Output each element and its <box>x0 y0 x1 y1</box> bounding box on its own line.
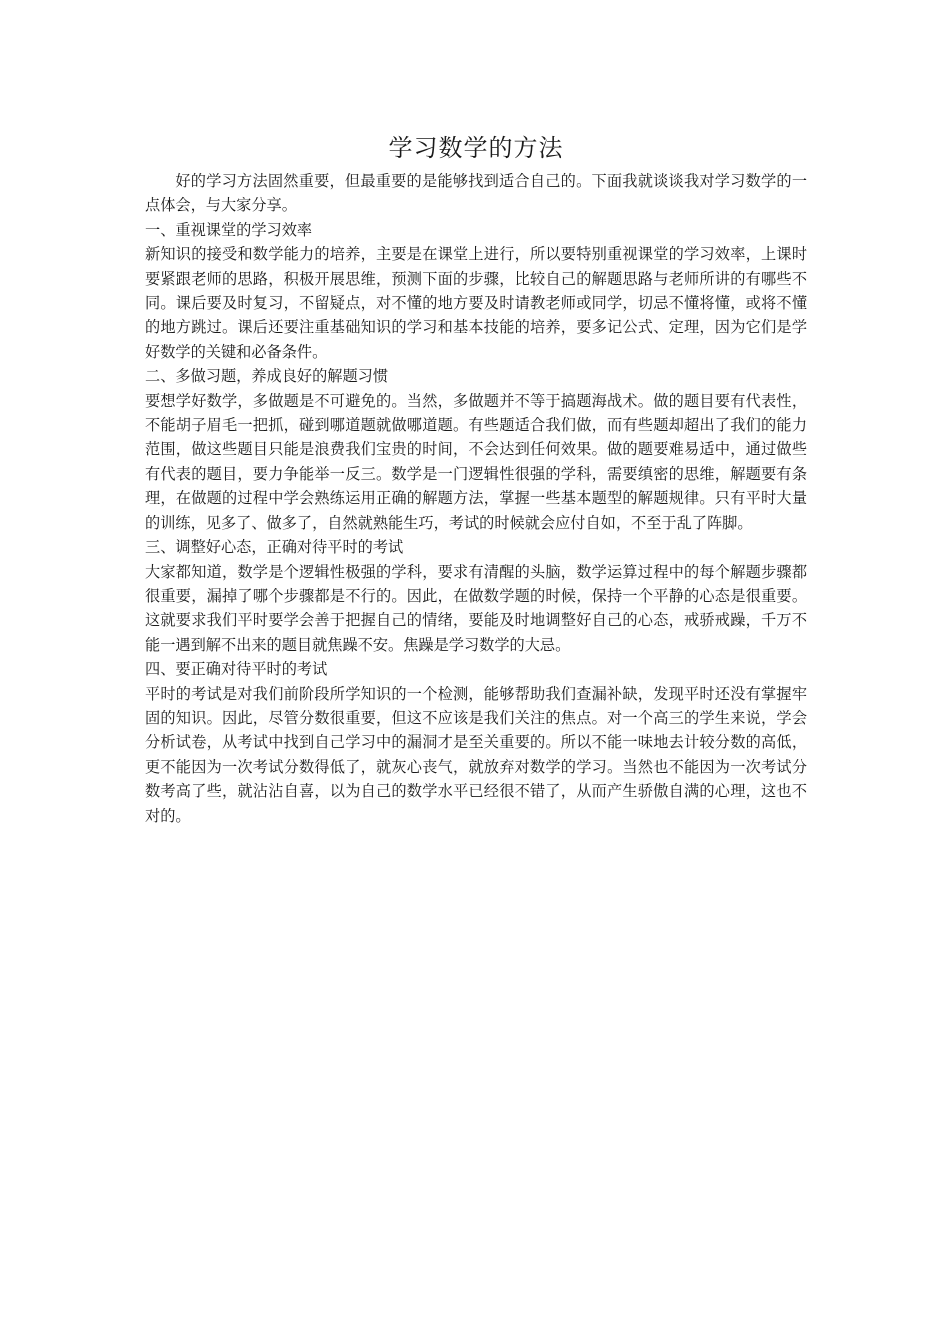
section-body: 平时的考试是对我们前阶段所学知识的一个检测，能够帮助我们查漏补缺，发现平时还没有掌握牢固的知识。因此，尽管分数很重要，但这不应该是我们关注的焦点。对一个高三的学生来说，学会分析试卷，从考试中找到自己学习中的漏洞才是至关重要的。所以不能一味地去计较分数的高低，更不能因为一次考试分数得低了，就灰心丧气，就放弃对数学的学习。当然也不能因为一次考试分数考高了些，就沾沾自喜，以为自己的数学水平已经很不错了，从而产生骄傲自满的心理，这也不对的。 <box>145 684 807 825</box>
intro-paragraph: 好的学习方法固然重要，但最重要的是能够找到适合自己的。下面我就谈谈我对学习数学的一点体会，与大家分享。 <box>145 172 807 215</box>
page-title: 学习数学的方法 <box>388 134 564 162</box>
section-body: 新知识的接受和数学能力的培养，主要是在课堂上进行，所以要特别重视课堂的学习效率，上课时要紧跟老师的思路，积极开展思维，预测下面的步骤，比较自己的解题思路与老师所讲的有哪些不同。课后要及时复习，不留疑点，对不懂的地方要及时请教老师或同学，切忌不懂将懂，或将不懂的地方跳过。课后还要注重基础知识的学习和基本技能的培养，要多记公式、定理，因为它们是学好数学的关键和必备条件。 <box>145 245 807 361</box>
document-page <box>145 128 807 828</box>
section-2 <box>145 364 807 535</box>
section-body: 大家都知道，数学是个逻辑性极强的学科，要求有清醒的头脑，数学运算过程中的每个解题步骤都很重要，漏掉了哪个步骤都是不行的。因此，在做数学题的时候，保持一个平静的心态是很重要。这就要求我们平时要学会善于把握自己的情绪，要能及时地调整好自己的心态，戒骄戒躁，千万不能一遇到解不出来的题目就焦躁不安。焦躁是学习数学的大忌。 <box>145 562 807 654</box>
section-1 <box>145 218 807 364</box>
section-heading: 一、重视课堂的学习效率 <box>145 220 313 239</box>
section-body: 要想学好数学，多做题是不可避免的。当然，多做题并不等于搞题海战术。做的题目要有代表性，不能胡子眉毛一把抓，碰到哪道题就做哪道题。有些题适合我们做，而有些题却超出了我们的能力范围，做这些题目只能是浪费我们宝贵的时间，不会达到任何效果。做的题要难易适中，通过做些有代表的题目，要力争能举一反三。数学是一门逻辑性很强的学科，需要缜密的思维，解题要有条理，在做题的过程中学会熟练运用正确的解题方法，掌握一些基本题型的解题规律。只有平时大量的训练，见多了、做多了，自然就熟能生巧，考试的时候就会应付自如，不至于乱了阵脚。 <box>145 391 807 532</box>
section-4 <box>145 657 807 828</box>
section-3 <box>145 535 807 657</box>
section-heading: 三、调整好心态，正确对待平时的考试 <box>145 538 404 557</box>
section-heading: 四、要正确对待平时的考试 <box>145 660 328 679</box>
section-heading: 二、多做习题，养成良好的解题习惯 <box>145 367 388 386</box>
